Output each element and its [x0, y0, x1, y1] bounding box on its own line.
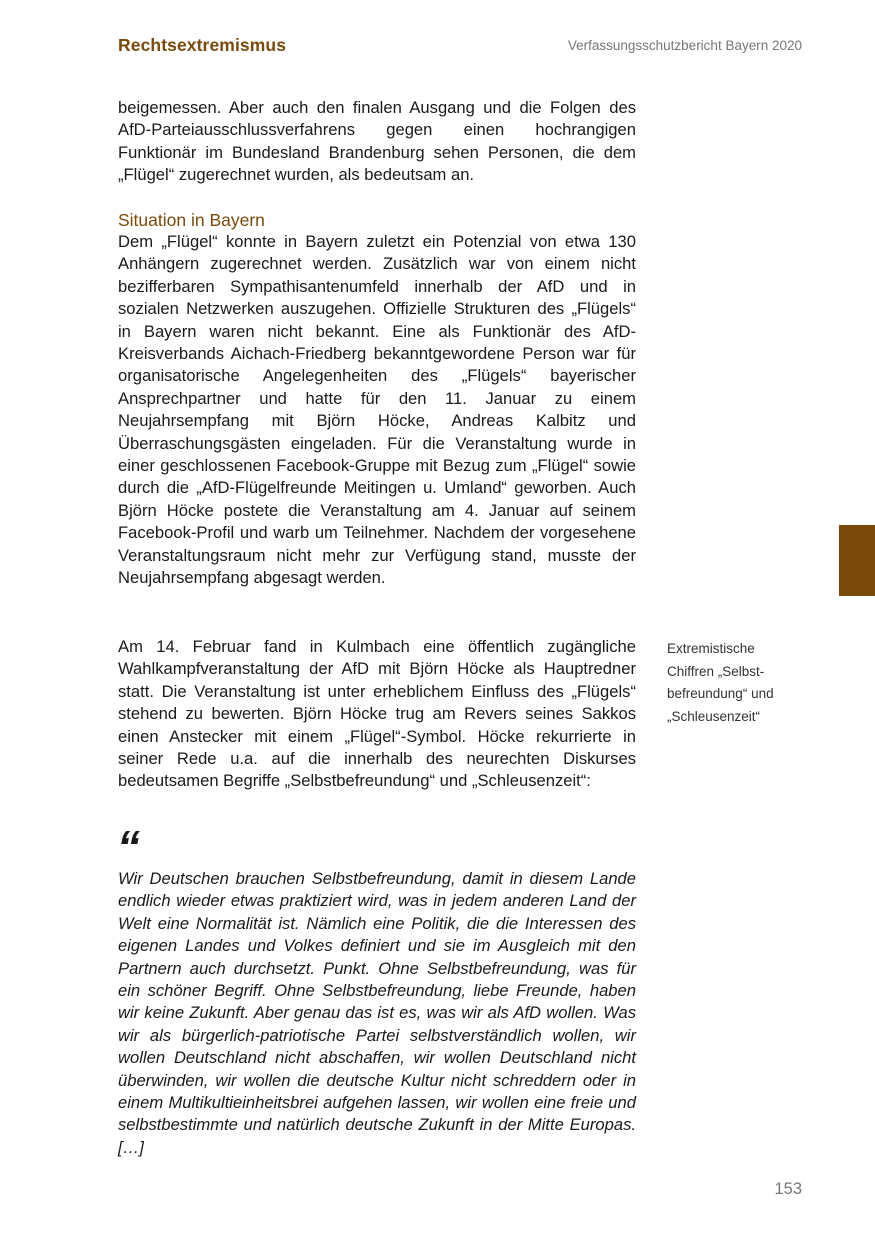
- body-paragraph-3: [118, 636, 636, 793]
- paragraph-text: beigemessen. Aber auch den finalen Ausgang und die Folgen des AfD-Parteiausschlussverfahrens gegen einen hochrangigen Funktionär im Bundesland Brandenburg sehen Personen, die dem „Flügel“ zugerechnet wurden, als bedeutsam an.: [118, 98, 636, 185]
- chapter-thumb-tab: [839, 525, 875, 596]
- running-header-section: Rechtsextremismus: [118, 35, 287, 55]
- paragraph-text: Am 14. Februar fand in Kulmbach eine öffentlich zugängliche Wahlkampfveranstaltung der AfD mit Björn Höcke als Hauptredner statt. Die Veranstaltung ist unter erheblichem Einfluss des „Flügels“ stehend zu bewerten. Björn Höcke trug am Revers seines Sakkos einen Anstecker mit einem „Flügel“-Symbol. Höcke rekurrierte in seiner Rede u.a. auf die innerhalb des neurechten Diskurses bedeutsamen Begriffe „Selbstbefreundung“ und „Schleusenzeit“:: [118, 637, 636, 791]
- margin-note-line: befreundung“ und: [667, 686, 774, 701]
- running-header-report-title: Verfassungsschutzbericht Bayern 2020: [567, 38, 802, 53]
- margin-note-line: Chiffren „Selbst-: [667, 663, 765, 679]
- quotation-mark-icon: “: [117, 824, 140, 854]
- section-heading: Situation in Bayern: [118, 210, 265, 230]
- block-quote: Wir Deutschen brauchen Selbstbefreundung, damit in diesem Lande endlich wieder etwas praktiziert wird, was in jedem anderen Land der Welt eine Normalität ist. Nämlich eine Politik, die die Interessen des eigenen Landes und Volkes definiert und sie im Ausgleich mit den Partnern auch durchsetzt. Punkt. Ohne Selbstbefreundung, was für ein schöner Begriff. Ohne Selbstbefreundung, liebe Freunde, haben wir keine Zukunft. Aber genau das ist es, was wir als AfD wollen. Was wir als bürgerlich-patriotische Partei selbstverständlich wollen, wir wollen Deutschland nicht abschaffen, wir wollen Deutschland nicht überwinden, wir wollen die deutsche Kultur nicht schreddern oder in einem Multikultieinheitsbrei aufgehen lassen, wir wollen eine freie und selbstbestimmte und natürlich deutsche Zukunft in der Mitte Europas. […]: [118, 869, 636, 1157]
- margin-note-line: „Schleusenzeit“: [667, 708, 761, 724]
- margin-note-line: Extremistische: [667, 641, 755, 656]
- body-paragraph-2: [118, 231, 636, 590]
- page-number: 153: [774, 1180, 802, 1198]
- paragraph-text: Dem „Flügel“ konnte in Bayern zuletzt ein Potenzial von etwa 130 Anhängern zugerechnet werden. Zusätzlich war von einem nicht bezifferbaren Sympathisantenumfeld innerhalb der AfD und in sozialen Netzwerken auszugehen. Offizielle Strukturen des „Flügels“ in Bayern waren nicht bekannt. Eine als Funktionär des AfD-Kreisverbands Aichach-Friedberg bekanntgewordene Person war für organisatorische Angelegenheiten des „Flügels“ bayerischer Ansprechpartner und hatte für den 11. Januar zu einem Neujahrsempfang mit Björn Höcke, Andreas Kalbitz und Überraschungsgästen eingeladen. Für die Veranstaltung wurde in einer geschlossenen Facebook-Gruppe mit Bezug zum „Flügel“ sowie durch die „AfD-Flügelfreunde Meitingen u. Umland“ geworben. Auch Björn Höcke postete die Veranstaltung am 4. Januar auf seinem Facebook-Profil und warb um Teilnehmer. Nachdem der vorgesehene Veranstaltungsraum nicht mehr zur Verfügung stand, musste der Neujahrsempfang abgesagt werden.: [118, 232, 636, 588]
- margin-note: [667, 638, 817, 728]
- body-paragraph-1: [118, 97, 636, 187]
